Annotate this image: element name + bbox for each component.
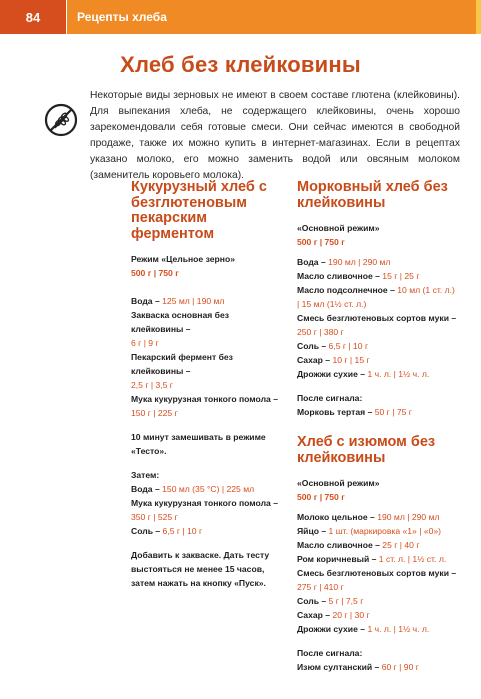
section-title: Рецепты хлеба — [67, 0, 477, 34]
recipe-mode: Режим «Цельное зерно» — [131, 254, 236, 264]
after-signal-label: После сигнала: — [297, 648, 363, 658]
ingredient: Вода – 125 мл | 190 мл — [131, 296, 225, 306]
ingredient-continued: | 15 мл (1½ ст. л.) — [297, 299, 367, 309]
recipe-weight: 500 г | 750 г — [131, 268, 179, 278]
recipe-mode: «Основной режим» — [297, 478, 380, 488]
ingredient: Дрожжи сухие – 1 ч. л. | 1½ ч. л. — [297, 624, 430, 634]
ingredient: Соль – 6,5 г | 10 г — [297, 341, 369, 351]
ingredient: Мука кукурузная тонкого помола – 350 г | 525 г — [131, 498, 278, 522]
ingredient: Ром коричневый – 1 ст. л. | 1½ ст. л. — [297, 554, 447, 564]
ingredient: Соль – 5 г | 7,5 г — [297, 596, 364, 606]
step-text: 10 минут замешивать в режиме «Тесто». — [131, 432, 266, 456]
ingredient: Масло сливочное – 15 г | 25 г — [297, 271, 420, 281]
final-step: Добавить к закваске. Дать тесту выстояться не менее 15 часов, затем нажать на кнопку «Пуск». — [131, 550, 270, 588]
ingredient: Яйцо – 1 шт. (маркировка «1» | «0») — [297, 526, 442, 536]
ingredient: Дрожжи сухие – 1 ч. л. | 1½ ч. л. — [297, 369, 430, 379]
ingredient: Изюм султанский – 60 г | 90 г — [297, 662, 419, 672]
page-header — [0, 0, 481, 34]
ingredient: Закваска основная без клейковины – 6 г | 9 г — [131, 310, 230, 348]
ingredient: Масло подсолнечное – 10 мл (1 ст. л.) — [297, 285, 455, 295]
ingredient: Смесь безглютеновых сортов муки – 250 г | 380 г — [297, 313, 457, 337]
ingredient: Пекарский фермент без клейковины – 2,5 г | 3,5 г — [131, 352, 233, 390]
recipe-corn-bread — [131, 180, 281, 590]
page-title: Хлеб без клейковины — [120, 52, 361, 77]
ingredient: Сахар – 20 г | 30 г — [297, 610, 370, 620]
recipe-weight: 500 г | 750 г — [297, 237, 345, 247]
ingredient: Соль – 6,5 г | 10 г — [131, 526, 203, 536]
intro-text: Некоторые виды зерновых не имеют в своем составе глютена (клейковины). Для выпекания хлеба, не содержащего клейковины, очень хорошо зарекомендовали себя готовые смеси. Они сейчас имеются в свободной продаже, также их можно купить в интернет-магазинах. Если в рецептах указано молоко, его можно заменить водой или овсяным молоком (заменитель коровьего молока). — [90, 90, 460, 181]
ingredient: Сахар – 10 г | 15 г — [297, 355, 370, 365]
recipe-mode: «Основной режим» — [297, 223, 380, 233]
ingredient: Смесь безглютеновых сортов муки – 275 г | 410 г — [297, 568, 457, 592]
ingredient: Морковь тертая – 50 г | 75 г — [297, 407, 412, 417]
ingredient: Вода – 190 мл | 290 мл — [297, 257, 391, 267]
ingredient: Молоко цельное – 190 мл | 290 мл — [297, 512, 440, 522]
ingredient: Вода – 150 мл (35 °С) | 225 мл — [131, 484, 255, 494]
recipe-title: Морковный хлеб без клейковины — [297, 179, 448, 211]
page-number: 84 — [0, 0, 66, 34]
ingredient: Мука кукурузная тонкого помола – 150 г | 225 г — [131, 394, 278, 418]
no-gluten-icon — [44, 103, 78, 137]
recipe-title: Кукурузный хлеб с безглютеновым пекарским ферментом — [131, 179, 267, 242]
recipe-title: Хлеб с изюмом без клейковины — [297, 434, 436, 466]
header-edge — [476, 0, 481, 34]
recipe-weight: 500 г | 750 г — [297, 492, 345, 502]
after-signal-label: После сигнала: — [297, 393, 363, 403]
ingredient: Масло сливочное – 25 г | 40 г — [297, 540, 420, 550]
then-label: Затем: — [131, 470, 160, 480]
recipe-carrot-bread — [297, 180, 472, 674]
